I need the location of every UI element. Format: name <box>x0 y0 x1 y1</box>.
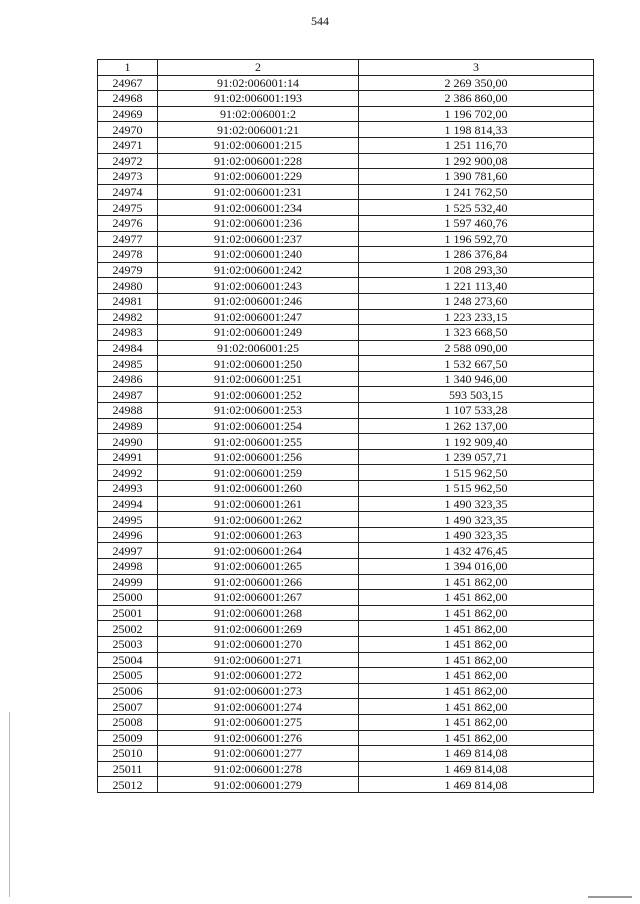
cadastral-number-cell: 91:02:006001:261 <box>158 496 359 512</box>
value-cell: 1 208 293,30 <box>359 262 594 278</box>
value-cell: 1 323 668,50 <box>359 325 594 341</box>
row-number-cell: 25005 <box>98 668 158 684</box>
value-cell: 1 221 113,40 <box>359 278 594 294</box>
cadastral-number-cell: 91:02:006001:193 <box>158 91 359 107</box>
table-row <box>98 543 594 559</box>
table-row <box>98 559 594 575</box>
cadastral-number-cell: 91:02:006001:25 <box>158 340 359 356</box>
table-row <box>98 387 594 403</box>
page-number: 544 <box>311 14 329 28</box>
value-cell: 1 248 273,60 <box>359 293 594 309</box>
table-row <box>98 512 594 528</box>
row-number-cell: 24987 <box>98 387 158 403</box>
value-cell: 1 532 667,50 <box>359 356 594 372</box>
value-cell: 1 525 532,40 <box>359 200 594 216</box>
row-number-cell: 24990 <box>98 434 158 450</box>
value-cell: 1 340 946,00 <box>359 371 594 387</box>
value-cell: 1 451 862,00 <box>359 621 594 637</box>
table-row <box>98 590 594 606</box>
table-row <box>98 730 594 746</box>
row-number-cell: 25010 <box>98 746 158 762</box>
cadastral-number-cell: 91:02:006001:259 <box>158 465 359 481</box>
table-row <box>98 496 594 512</box>
table-row <box>98 356 594 372</box>
row-number-cell: 25009 <box>98 730 158 746</box>
table-row <box>98 465 594 481</box>
row-number-cell: 24969 <box>98 106 158 122</box>
cadastral-number-cell: 91:02:006001:262 <box>158 512 359 528</box>
cadastral-number-cell: 91:02:006001:278 <box>158 761 359 777</box>
row-number-cell: 24993 <box>98 481 158 497</box>
row-number-cell: 24997 <box>98 543 158 559</box>
row-number-cell: 24979 <box>98 262 158 278</box>
cadastral-number-cell: 91:02:006001:268 <box>158 605 359 621</box>
value-cell: 1 469 814,08 <box>359 761 594 777</box>
cadastral-number-cell: 91:02:006001:277 <box>158 746 359 762</box>
row-number-cell: 24968 <box>98 91 158 107</box>
table-row <box>98 122 594 138</box>
row-number-cell: 25011 <box>98 761 158 777</box>
table-row <box>98 309 594 325</box>
cadastral-number-cell: 91:02:006001:243 <box>158 278 359 294</box>
table-row <box>98 777 594 793</box>
cadastral-number-cell: 91:02:006001:256 <box>158 449 359 465</box>
value-cell: 1 432 476,45 <box>359 543 594 559</box>
table-body <box>98 75 594 792</box>
cadastral-number-cell: 91:02:006001:254 <box>158 418 359 434</box>
value-cell: 1 107 533,28 <box>359 403 594 419</box>
cadastral-number-cell: 91:02:006001:275 <box>158 714 359 730</box>
row-number-cell: 25000 <box>98 590 158 606</box>
table-row <box>98 699 594 715</box>
row-number-cell: 24973 <box>98 169 158 185</box>
row-number-cell: 24983 <box>98 325 158 341</box>
row-number-cell: 24978 <box>98 247 158 263</box>
table-row <box>98 231 594 247</box>
table-row <box>98 683 594 699</box>
value-cell: 1 292 900,08 <box>359 153 594 169</box>
registry-table <box>97 59 594 793</box>
value-cell: 1 451 862,00 <box>359 699 594 715</box>
value-cell: 1 239 057,71 <box>359 449 594 465</box>
table-row <box>98 340 594 356</box>
value-cell: 1 451 862,00 <box>359 714 594 730</box>
cadastral-number-cell: 91:02:006001:249 <box>158 325 359 341</box>
value-cell: 1 390 781,60 <box>359 169 594 185</box>
cadastral-number-cell: 91:02:006001:279 <box>158 777 359 793</box>
table-row <box>98 761 594 777</box>
table-row <box>98 605 594 621</box>
row-number-cell: 24992 <box>98 465 158 481</box>
row-number-cell: 24988 <box>98 403 158 419</box>
cadastral-number-cell: 91:02:006001:276 <box>158 730 359 746</box>
cadastral-number-cell: 91:02:006001:228 <box>158 153 359 169</box>
value-cell: 2 269 350,00 <box>359 75 594 91</box>
table-row <box>98 371 594 387</box>
table-header <box>98 60 594 76</box>
row-number-cell: 24981 <box>98 293 158 309</box>
table-row <box>98 278 594 294</box>
table-row <box>98 91 594 107</box>
cadastral-number-cell: 91:02:006001:255 <box>158 434 359 450</box>
cadastral-number-cell: 91:02:006001:14 <box>158 75 359 91</box>
row-number-cell: 24996 <box>98 527 158 543</box>
value-cell: 1 223 233,15 <box>359 309 594 325</box>
value-cell: 1 241 762,50 <box>359 184 594 200</box>
table-row <box>98 137 594 153</box>
row-number-cell: 24994 <box>98 496 158 512</box>
table-row <box>98 621 594 637</box>
table-row <box>98 153 594 169</box>
row-number-cell: 24971 <box>98 137 158 153</box>
margin-scan-line <box>9 712 10 897</box>
cadastral-number-cell: 91:02:006001:273 <box>158 683 359 699</box>
value-cell: 1 196 592,70 <box>359 231 594 247</box>
row-number-cell: 24974 <box>98 184 158 200</box>
value-cell: 1 451 862,00 <box>359 590 594 606</box>
table-row <box>98 746 594 762</box>
row-number-cell: 25007 <box>98 699 158 715</box>
cadastral-number-cell: 91:02:006001:271 <box>158 652 359 668</box>
value-cell: 1 451 862,00 <box>359 683 594 699</box>
cadastral-number-cell: 91:02:006001:234 <box>158 200 359 216</box>
table-row <box>98 574 594 590</box>
cadastral-number-cell: 91:02:006001:251 <box>158 371 359 387</box>
table-row <box>98 418 594 434</box>
table-row <box>98 262 594 278</box>
cadastral-number-cell: 91:02:006001:260 <box>158 481 359 497</box>
table-row <box>98 449 594 465</box>
cadastral-number-cell: 91:02:006001:215 <box>158 137 359 153</box>
table-row <box>98 403 594 419</box>
cadastral-number-cell: 91:02:006001:270 <box>158 636 359 652</box>
table-row <box>98 668 594 684</box>
row-number-cell: 24976 <box>98 215 158 231</box>
value-cell: 1 597 460,76 <box>359 215 594 231</box>
row-number-cell: 25012 <box>98 777 158 793</box>
cadastral-number-cell: 91:02:006001:240 <box>158 247 359 263</box>
table-row <box>98 293 594 309</box>
cadastral-number-cell: 91:02:006001:247 <box>158 309 359 325</box>
row-number-cell: 24982 <box>98 309 158 325</box>
table-row <box>98 527 594 543</box>
cadastral-number-cell: 91:02:006001:236 <box>158 215 359 231</box>
cadastral-number-cell: 91:02:006001:2 <box>158 106 359 122</box>
column-header-2: 2 <box>158 60 359 76</box>
value-cell: 1 490 323,35 <box>359 527 594 543</box>
row-number-cell: 24991 <box>98 449 158 465</box>
cadastral-number-cell: 91:02:006001:242 <box>158 262 359 278</box>
row-number-cell: 25004 <box>98 652 158 668</box>
row-number-cell: 24967 <box>98 75 158 91</box>
row-number-cell: 24984 <box>98 340 158 356</box>
value-cell: 1 286 376,84 <box>359 247 594 263</box>
value-cell: 1 469 814,08 <box>359 777 594 793</box>
table-row <box>98 652 594 668</box>
value-cell: 1 451 862,00 <box>359 574 594 590</box>
table-row <box>98 325 594 341</box>
cadastral-number-cell: 91:02:006001:252 <box>158 387 359 403</box>
row-number-cell: 25006 <box>98 683 158 699</box>
value-cell: 1 451 862,00 <box>359 730 594 746</box>
row-number-cell: 25008 <box>98 714 158 730</box>
value-cell: 1 451 862,00 <box>359 605 594 621</box>
row-number-cell: 24995 <box>98 512 158 528</box>
row-number-cell: 24977 <box>98 231 158 247</box>
value-cell: 2 386 860,00 <box>359 91 594 107</box>
row-number-cell: 25001 <box>98 605 158 621</box>
value-cell: 1 198 814,33 <box>359 122 594 138</box>
cadastral-number-cell: 91:02:006001:274 <box>158 699 359 715</box>
row-number-cell: 24986 <box>98 371 158 387</box>
cadastral-number-cell: 91:02:006001:231 <box>158 184 359 200</box>
row-number-cell: 25003 <box>98 636 158 652</box>
row-number-cell: 24985 <box>98 356 158 372</box>
value-cell: 1 451 862,00 <box>359 636 594 652</box>
cadastral-number-cell: 91:02:006001:264 <box>158 543 359 559</box>
row-number-cell: 24998 <box>98 559 158 575</box>
cadastral-number-cell: 91:02:006001:21 <box>158 122 359 138</box>
table-row <box>98 481 594 497</box>
row-number-cell: 24972 <box>98 153 158 169</box>
value-cell: 1 394 016,00 <box>359 559 594 575</box>
value-cell: 1 490 323,35 <box>359 512 594 528</box>
cadastral-number-cell: 91:02:006001:272 <box>158 668 359 684</box>
value-cell: 2 588 090,00 <box>359 340 594 356</box>
value-cell: 1 515 962,50 <box>359 481 594 497</box>
table-row <box>98 184 594 200</box>
row-number-cell: 24989 <box>98 418 158 434</box>
value-cell: 1 196 702,00 <box>359 106 594 122</box>
row-number-cell: 24975 <box>98 200 158 216</box>
cadastral-number-cell: 91:02:006001:267 <box>158 590 359 606</box>
table-row <box>98 247 594 263</box>
table-row <box>98 434 594 450</box>
cadastral-number-cell: 91:02:006001:269 <box>158 621 359 637</box>
value-cell: 1 262 137,00 <box>359 418 594 434</box>
value-cell: 1 490 323,35 <box>359 496 594 512</box>
bottom-edge-mark <box>588 896 632 898</box>
value-cell: 593 503,15 <box>359 387 594 403</box>
value-cell: 1 192 909,40 <box>359 434 594 450</box>
row-number-cell: 24970 <box>98 122 158 138</box>
value-cell: 1 251 116,70 <box>359 137 594 153</box>
cadastral-number-cell: 91:02:006001:237 <box>158 231 359 247</box>
row-number-cell: 24980 <box>98 278 158 294</box>
row-number-cell: 24999 <box>98 574 158 590</box>
table-row <box>98 169 594 185</box>
cadastral-number-cell: 91:02:006001:266 <box>158 574 359 590</box>
cadastral-number-cell: 91:02:006001:265 <box>158 559 359 575</box>
table-row <box>98 75 594 91</box>
table-row <box>98 636 594 652</box>
cadastral-number-cell: 91:02:006001:253 <box>158 403 359 419</box>
row-number-cell: 25002 <box>98 621 158 637</box>
value-cell: 1 451 862,00 <box>359 668 594 684</box>
table-row <box>98 106 594 122</box>
table-row <box>98 714 594 730</box>
cadastral-number-cell: 91:02:006001:246 <box>158 293 359 309</box>
column-header-1: 1 <box>98 60 158 76</box>
value-cell: 1 451 862,00 <box>359 652 594 668</box>
table-row <box>98 200 594 216</box>
cadastral-number-cell: 91:02:006001:250 <box>158 356 359 372</box>
cadastral-number-cell: 91:02:006001:229 <box>158 169 359 185</box>
table-row <box>98 215 594 231</box>
value-cell: 1 515 962,50 <box>359 465 594 481</box>
cadastral-number-cell: 91:02:006001:263 <box>158 527 359 543</box>
header-row <box>98 60 594 76</box>
column-header-3: 3 <box>359 60 594 76</box>
value-cell: 1 469 814,08 <box>359 746 594 762</box>
